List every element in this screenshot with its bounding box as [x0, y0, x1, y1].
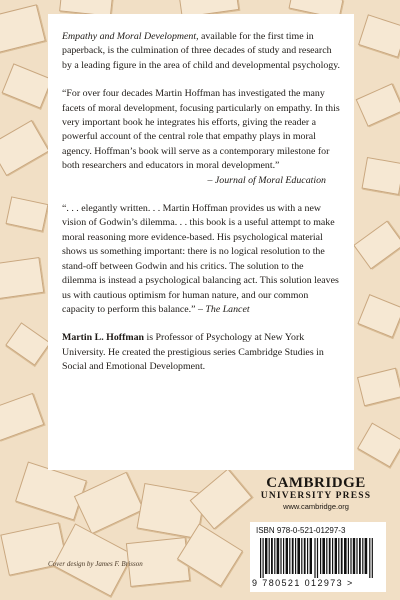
barcode-icon: [258, 538, 378, 578]
scattered-paper: [6, 196, 49, 231]
blurb-panel: [48, 14, 354, 470]
isbn-label: ISBN 978-0-521-01297-3: [256, 526, 346, 535]
publisher-name: CAMBRIDGE: [266, 475, 366, 491]
scattered-paper: [2, 63, 53, 108]
publisher-url: www.cambridge.org: [283, 502, 349, 511]
review-quote-1: “For over four decades Martin Hoffman has investigated the many facets of moral development, focusing particularly on empathy. In this very important book he integrates his efforts, giving the reader a powerful account of the central role that empathy plays in moral agency. Hoffman’s book will serve as a contemporary milestone for both researchers and educators in moral development.”: [62, 88, 340, 172]
review-source-2: The Lancet: [205, 303, 250, 315]
scattered-paper: [0, 120, 50, 176]
scattered-paper: [15, 461, 87, 520]
review-quote-2: [62, 202, 340, 317]
intro-paragraph: [62, 30, 340, 73]
intro-text: , available for the first time in paperback, is the culmination of three decades of study and research by a leading figure in the area of child and developmental psychology.: [62, 31, 340, 71]
scattered-paper: [358, 14, 400, 57]
barcode-digits: 9 780521 012973 >: [252, 578, 354, 588]
scattered-paper: [5, 322, 51, 366]
review-source-1: – Journal of Moral Education: [207, 174, 326, 186]
book-title: Empathy and Moral Development: [62, 31, 197, 42]
scattered-paper: [357, 294, 400, 338]
publisher-subtitle: UNIVERSITY PRESS: [260, 491, 372, 501]
author-bio-text: is Professor of Psychology at New York University. He created the prestigious series Cambridge Studies in Social and Emotional Development.: [62, 332, 324, 373]
review-quote-2-text: “. . . elegantly written. . . Martin Hoffman provides us with a new vision of Godwin’s dilemma. . . this book is a useful attempt to make moral reasoning more evidence-based. His psychological material shows us something important: there is no logical resolution to the stand-off between Godwin and his critics. The solution to the dilemma is instead a psychological balancing act. This solution leaves us with cautious optimism for human nature, and our common capacity to perform this balance.”: [62, 203, 339, 315]
scattered-paper: [362, 157, 400, 195]
scattered-paper: [0, 4, 46, 53]
scattered-paper: [0, 257, 44, 299]
scattered-paper: [357, 368, 400, 407]
scattered-paper: [356, 83, 400, 127]
publisher-logo: [246, 476, 386, 512]
author-name: Martin L. Hoffman: [62, 332, 145, 344]
scattered-paper: [353, 221, 400, 270]
scattered-paper: [357, 423, 400, 468]
barcode-box: [250, 522, 386, 592]
cover-credit: Cover design by James F. Brisson: [48, 560, 143, 568]
scattered-paper: [0, 393, 44, 441]
author-bio: [62, 331, 340, 374]
review-dash: –: [195, 303, 206, 315]
